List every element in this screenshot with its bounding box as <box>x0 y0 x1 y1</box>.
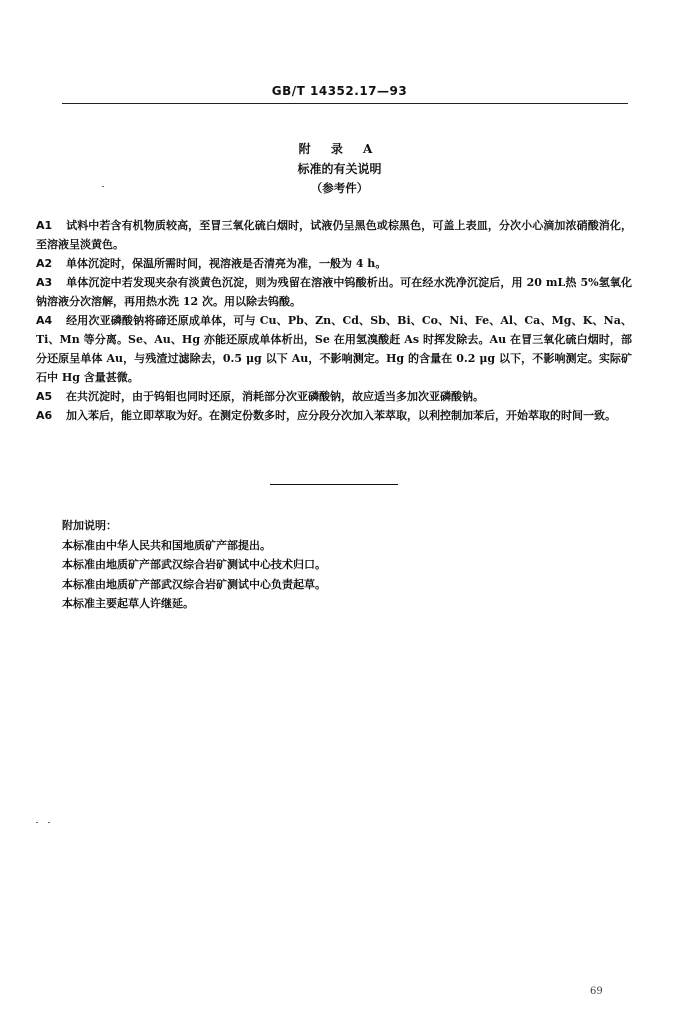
appendix-subtitle: 标准的有关说明 <box>297 162 382 176</box>
clause-text: 单体沉淀时，保温所需时间，视溶液是否清亮为准，一般为 4 h。 <box>66 257 387 270</box>
clause-a1 <box>36 216 632 254</box>
clause-number: A6 <box>36 409 53 422</box>
page-number: 69 <box>590 986 603 997</box>
clause-number: A5 <box>36 390 53 403</box>
scan-speck <box>48 822 50 823</box>
clause-list <box>36 216 632 425</box>
clause-a6 <box>36 406 632 425</box>
additional-note-line: 本标准主要起草人许继延。 <box>62 597 194 610</box>
scan-speck <box>36 822 38 823</box>
header-divider <box>62 103 628 104</box>
clause-text: 单体沉淀中若发现夹杂有淡黄色沉淀，则为残留在溶液中钨酸析出。可在经水洗净沉淀后，用 20 mL热 5%氢氧化钠溶液分次溶解，再用热水洗 12 次。用以除去钨酸。 <box>36 276 632 308</box>
additional-notes <box>62 516 602 614</box>
clause-a4 <box>36 311 632 387</box>
additional-note-line: 本标准由地质矿产部武汉综合岩矿测试中心负责起草。 <box>62 577 326 591</box>
clause-number: A4 <box>36 314 53 327</box>
clause-number: A3 <box>36 276 53 289</box>
clause-a2 <box>36 254 632 273</box>
scan-speck <box>102 186 104 187</box>
additional-note-line: 本标准由中华人民共和国地质矿产部提出。 <box>62 538 271 552</box>
appendix-note: （参考件） <box>310 181 369 195</box>
clause-text: 加入苯后，能立即萃取为好。在测定份数多时，应分段分次加入苯萃取，以利控制加苯后，开始萃取的时间一致。 <box>66 409 616 422</box>
clause-a3 <box>36 273 632 311</box>
clause-text: 在共沉淀时，由于钨钼也同时还原，消耗部分次亚磷酸钠，故应适当多加次亚磷酸钠。 <box>66 390 484 403</box>
section-divider <box>270 484 398 485</box>
standard-number-header: GB/T 14352.17—93 <box>271 84 408 98</box>
additional-note-line: 本标准由地质矿产部武汉综合岩矿测试中心技术归口。 <box>62 558 326 571</box>
additional-notes-heading: 附加说明： <box>62 519 117 532</box>
clause-text: 经用次亚磷酸钠将碲还原成单体，可与 Cu、Pb、Zn、Cd、Sb、Bi、Co、Ni、Fe、Al、Ca、Mg、K、Na、Ti、Mn 等分离。Se、Au、Hg 亦能还原成单体析出，Se 在用氢溴酸赶 As 时挥发除去。Au 在冒三氧化硫白烟时，部分还原呈单体 Au，与残渣过滤除去，0.5 μg 以下 Au，不影响测定。Hg 的含量在 0.2 μg 以下，不影响测定。实际矿石中 Hg 含量甚微。 <box>36 314 632 384</box>
clause-a5 <box>36 387 632 406</box>
clause-number: A1 <box>36 219 53 232</box>
appendix-title: 附 录 A <box>298 142 381 156</box>
clause-number: A2 <box>36 257 53 270</box>
clause-text: 试料中若含有机物质较高，至冒三氧化硫白烟时，试液仍呈黑色或棕黑色，可盖上表皿，分次小心滴加浓硝酸消化，至溶液呈淡黄色。 <box>36 219 632 251</box>
